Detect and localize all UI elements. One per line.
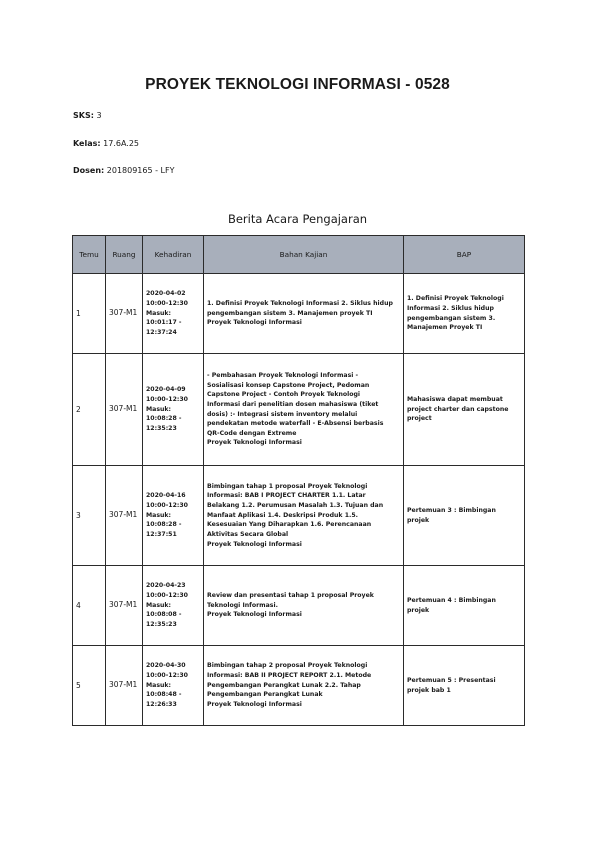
kehadiran-line: 2020-04-23 [146,582,186,590]
kehadiran-line: 2020-04-02 [146,290,186,298]
kehadiran-line: 10:00-12:30 [146,672,188,680]
bap-cell [404,466,525,566]
bahan-line: Proyek Teknologi Informasi [207,319,302,327]
bahan-line: 1. Definisi Proyek Teknologi Informasi 2. Siklus hidup [207,300,393,308]
bahan-line: Bimbingan tahap 2 proposal Proyek Teknologi [207,662,368,670]
bap-line: projek bab 1 [407,686,451,694]
bap-cell [404,354,525,466]
bahan-line: Capstone Project - Contoh Proyek Teknologi [207,391,361,399]
ruang-cell: 307-M1 [106,274,143,354]
bap-line: Manajemen Proyek TI [407,324,483,332]
ruang-cell: 307-M1 [106,646,143,726]
kehadiran-line: Masuk: [146,601,172,609]
bahan-line: Manfaat Aplikasi 1.4. Deskripsi Produk 1.5. [207,511,359,519]
temu-cell: 4 [73,566,106,646]
bahan-line: QR-Code dengan Extreme [207,429,297,437]
header-kehadiran: Kehadiran [143,236,204,274]
kehadiran-line: 10:00-12:30 [146,396,188,404]
bap-line: Pertemuan 4 : Bimbingan [407,596,496,604]
kehadiran-line: Masuk: [146,681,172,689]
dosen-line [73,166,175,175]
table-row [73,646,525,726]
bahan-line: Proyek Teknologi Informasi [207,439,302,447]
kehadiran-line: 10:00-12:30 [146,502,188,510]
bap-line: projek [407,516,430,524]
table-header-row [73,236,525,274]
kehadiran-line: 2020-04-30 [146,662,186,670]
bahan-line: Proyek Teknologi Informasi [207,700,302,708]
kehadiran-cell [143,354,204,466]
table-row [73,466,525,566]
bahan-line: dosis) :- Integrasi sistem inventory melalui [207,410,358,418]
bahan-kajian-cell [204,646,404,726]
kehadiran-line: 2020-04-16 [146,492,186,500]
kehadiran-cell [143,466,204,566]
bap-cell [404,274,525,354]
bap-table [72,235,525,726]
kehadiran-line: 2020-04-09 [146,386,186,394]
bahan-line: Proyek Teknologi Informasi [207,540,302,548]
bap-line: pengembangan sistem 3. [407,314,496,322]
header-ruang: Ruang [106,236,143,274]
header-temu: Temu [73,236,106,274]
sks-line [73,111,102,120]
kehadiran-line: Masuk: [146,405,172,413]
kehadiran-line: 10:00-12:30 [146,300,188,308]
kehadiran-line: 12:35:23 [146,424,177,432]
bap-line: projek [407,606,430,614]
dosen-label: Dosen: [73,166,105,175]
bap-cell [404,566,525,646]
header-bap: BAP [404,236,525,274]
bahan-line: Aktivitas Secara Global [207,530,289,538]
bahan-line: - Pembahasan Proyek Teknologi Informasi - [207,372,359,380]
sks-label: SKS: [73,111,94,120]
bahan-line: Pengembangan Perangkat Lunak 2.2. Tahap [207,681,361,689]
ruang-cell: 307-M1 [106,566,143,646]
bahan-kajian-cell [204,354,404,466]
kehadiran-cell [143,566,204,646]
bap-line: project [407,415,432,423]
kehadiran-line: 10:08:28 - [146,415,182,423]
kelas-value: 17.6A.25 [103,139,140,148]
kehadiran-line: Masuk: [146,511,172,519]
kehadiran-line: 10:00-12:30 [146,592,188,600]
bahan-line: pendekatan metode waterfall - E-Absensi berbasis [207,420,384,428]
bap-line: Mahasiswa dapat membuat [407,396,503,404]
temu-cell: 1 [73,274,106,354]
bahan-line: Sosialisasi konsep Capstone Project, Pedoman [207,381,370,389]
bap-line: project charter dan capstone [407,405,509,413]
kehadiran-line: 12:37:24 [146,328,177,336]
bahan-line: Belakang 1.2. Perumusan Masalah 1.3. Tujuan dan [207,502,384,510]
bahan-line: Kesesuaian Yang Diharapkan 1.6. Perencanaan [207,521,372,529]
kehadiran-line: 10:01:17 - [146,319,182,327]
temu-cell: 3 [73,466,106,566]
kehadiran-cell [143,274,204,354]
bap-cell [404,646,525,726]
kehadiran-line: 10:08:08 - [146,611,182,619]
kehadiran-line: 12:37:51 [146,530,177,538]
temu-cell: 5 [73,646,106,726]
bahan-line: Proyek Teknologi Informasi [207,611,302,619]
kehadiran-line: 10:08:48 - [146,691,182,699]
bap-line: 1. Definisi Proyek Teknologi [407,295,504,303]
bap-line: Pertemuan 5 : Presentasi [407,676,496,684]
bahan-line: Teknologi Informasi. [207,601,278,609]
table-row [73,274,525,354]
bahan-line: Informasi: BAB I PROJECT CHARTER 1.1. Latar [207,492,366,500]
table-row [73,354,525,466]
kehadiran-line: 12:35:23 [146,620,177,628]
bahan-line: Informasi: BAB II PROJECT REPORT 2.1. Metode [207,672,372,680]
bahan-kajian-cell [204,274,404,354]
bahan-kajian-cell [204,566,404,646]
bahan-line: Bimbingan tahap 1 proposal Proyek Teknologi [207,482,368,490]
kehadiran-line: 10:08:28 - [146,521,182,529]
kehadiran-cell [143,646,204,726]
bap-line: Pertemuan 3 : Bimbingan [407,506,496,514]
kehadiran-line: Masuk: [146,309,172,317]
bahan-line: Pengembangan Perangkat Lunak [207,691,323,699]
bahan-line: pengembangan sistem 3. Manajemen proyek TI [207,309,373,317]
temu-cell: 2 [73,354,106,466]
kelas-line [73,139,139,148]
bahan-line: Review dan presentasi tahap 1 proposal Proyek [207,592,374,600]
ruang-cell: 307-M1 [106,466,143,566]
table-row [73,566,525,646]
bahan-line: Informasi dari penelitian dosen mahasiswa (tiket [207,400,379,408]
ruang-cell: 307-M1 [106,354,143,466]
sks-value: 3 [96,111,102,120]
section-title: Berita Acara Pengajaran [227,212,368,226]
header-bahan-kajian: Bahan Kajian [204,236,404,274]
dosen-value: 201809165 - LFY [106,166,175,175]
bahan-kajian-cell [204,466,404,566]
document-title: PROYEK TEKNOLOGI INFORMASI - 0528 [145,76,450,93]
bap-line: Informasi 2. Siklus hidup [407,304,494,312]
kehadiran-line: 12:26:33 [146,700,177,708]
kelas-label: Kelas: [73,139,101,148]
